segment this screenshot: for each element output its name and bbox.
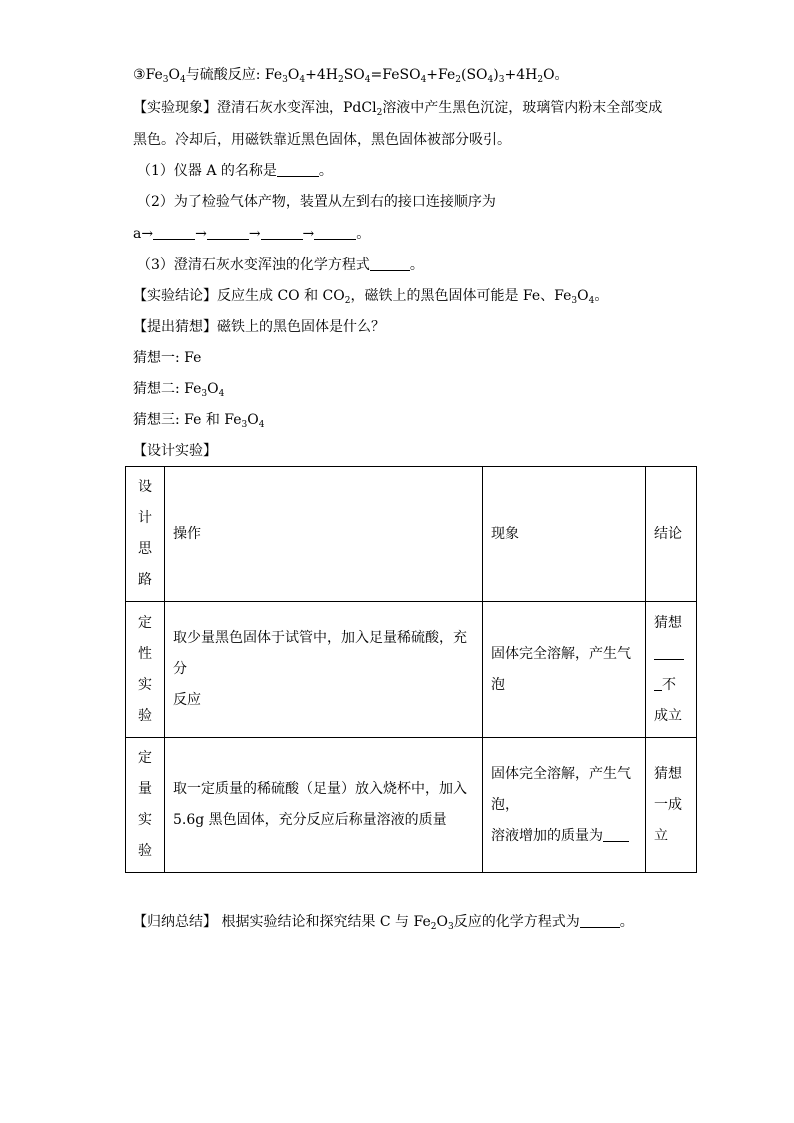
answer-blank[interactable]	[153, 225, 195, 240]
header-conclusion: 结论	[646, 467, 697, 602]
section-tag: 【提出猜想】	[133, 319, 217, 335]
answer-blank[interactable]	[603, 827, 629, 842]
row-label-qualitative: 定 性 实 验	[126, 602, 165, 738]
guess-1: 猜想一: Fe	[133, 350, 202, 366]
answer-blank[interactable]	[654, 676, 662, 691]
hypothesis-line: 【提出猜想】磁铁上的黑色固体是什么？	[133, 319, 385, 335]
operation-cell: 取少量黑色固体于试管中，加入足量稀硫酸，充分 反应	[165, 602, 483, 738]
section-tag: 【归纳总结】	[133, 914, 217, 930]
answer-blank[interactable]	[314, 225, 356, 240]
table-header-row	[126, 467, 697, 602]
question-2-sequence: a→ → → → 。	[133, 226, 371, 242]
answer-blank[interactable]	[654, 645, 684, 660]
answer-blank[interactable]	[261, 225, 303, 240]
row-label-quantitative: 定 量 实 验	[126, 738, 165, 873]
section-tag: 【实验现象】	[133, 100, 217, 116]
header-operation: 操作	[165, 467, 483, 602]
phenomenon-cell: 固体完全溶解，产生气泡， 溶液增加的质量为	[483, 738, 646, 873]
question-2: （2）为了检验气体产物，装置从左到右的接口连接顺序为	[137, 194, 496, 210]
question-3: （3）澄清石灰水变浑浊的化学方程式 。	[137, 257, 424, 273]
answer-blank[interactable]	[580, 913, 620, 928]
header-phenomenon: 现象	[483, 467, 646, 602]
answer-blank[interactable]	[207, 225, 249, 240]
equation-line: $③Fe_3O_4$与硫酸反应: $Fe_3O_4+4H_2SO_4=FeSO_4+Fe_2(SO_4)_3+4H_2O$。	[133, 67, 569, 85]
phenomenon-cell: 固体完全溶解，产生气泡	[483, 602, 646, 738]
question-1: （1）仪器 A 的名称是 。	[137, 163, 333, 179]
guess-2: 猜想二: $Fe_3O_4$	[133, 381, 225, 399]
operation-cell: 取一定质量的稀硫酸（足量）放入烧杯中，加入 5.6g 黑色固体，充分反应后称量溶液的质量	[165, 738, 483, 873]
answer-blank[interactable]	[370, 256, 410, 271]
section-tag: 【实验结论】	[133, 288, 217, 304]
design-tag: 【设计实验】	[133, 443, 217, 459]
summary-line: 【归纳总结】 根据实验结论和探究结果 C 与 $Fe_2O_3$反应的化学方程式为 。	[133, 914, 634, 932]
header-design-idea: 设 计 思 路	[126, 467, 165, 602]
conclusion-cell: 猜想 一成 立	[646, 738, 697, 873]
answer-blank[interactable]	[277, 162, 319, 177]
conclusion-cell: 猜想 不 成立	[646, 602, 697, 738]
guess-3: 猜想三: Fe 和 $Fe_3O_4$	[133, 412, 265, 430]
experiment-table	[125, 466, 697, 873]
table-row	[126, 602, 697, 738]
phenomenon-line-1: 【实验现象】澄清石灰水变浑浊，PdCl$_2$溶液中产生黑色沉淀，玻璃管内粉末全部变成	[133, 100, 663, 118]
conclusion-line: 【实验结论】反应生成 CO 和 $CO_2$，磁铁上的黑色固体可能是 Fe、$Fe_3O_4$。	[133, 288, 609, 306]
phenomenon-line-2: 黑色。冷却后，用磁铁靠近黑色固体，黑色固体被部分吸引。	[133, 132, 511, 148]
table-row	[126, 738, 697, 873]
